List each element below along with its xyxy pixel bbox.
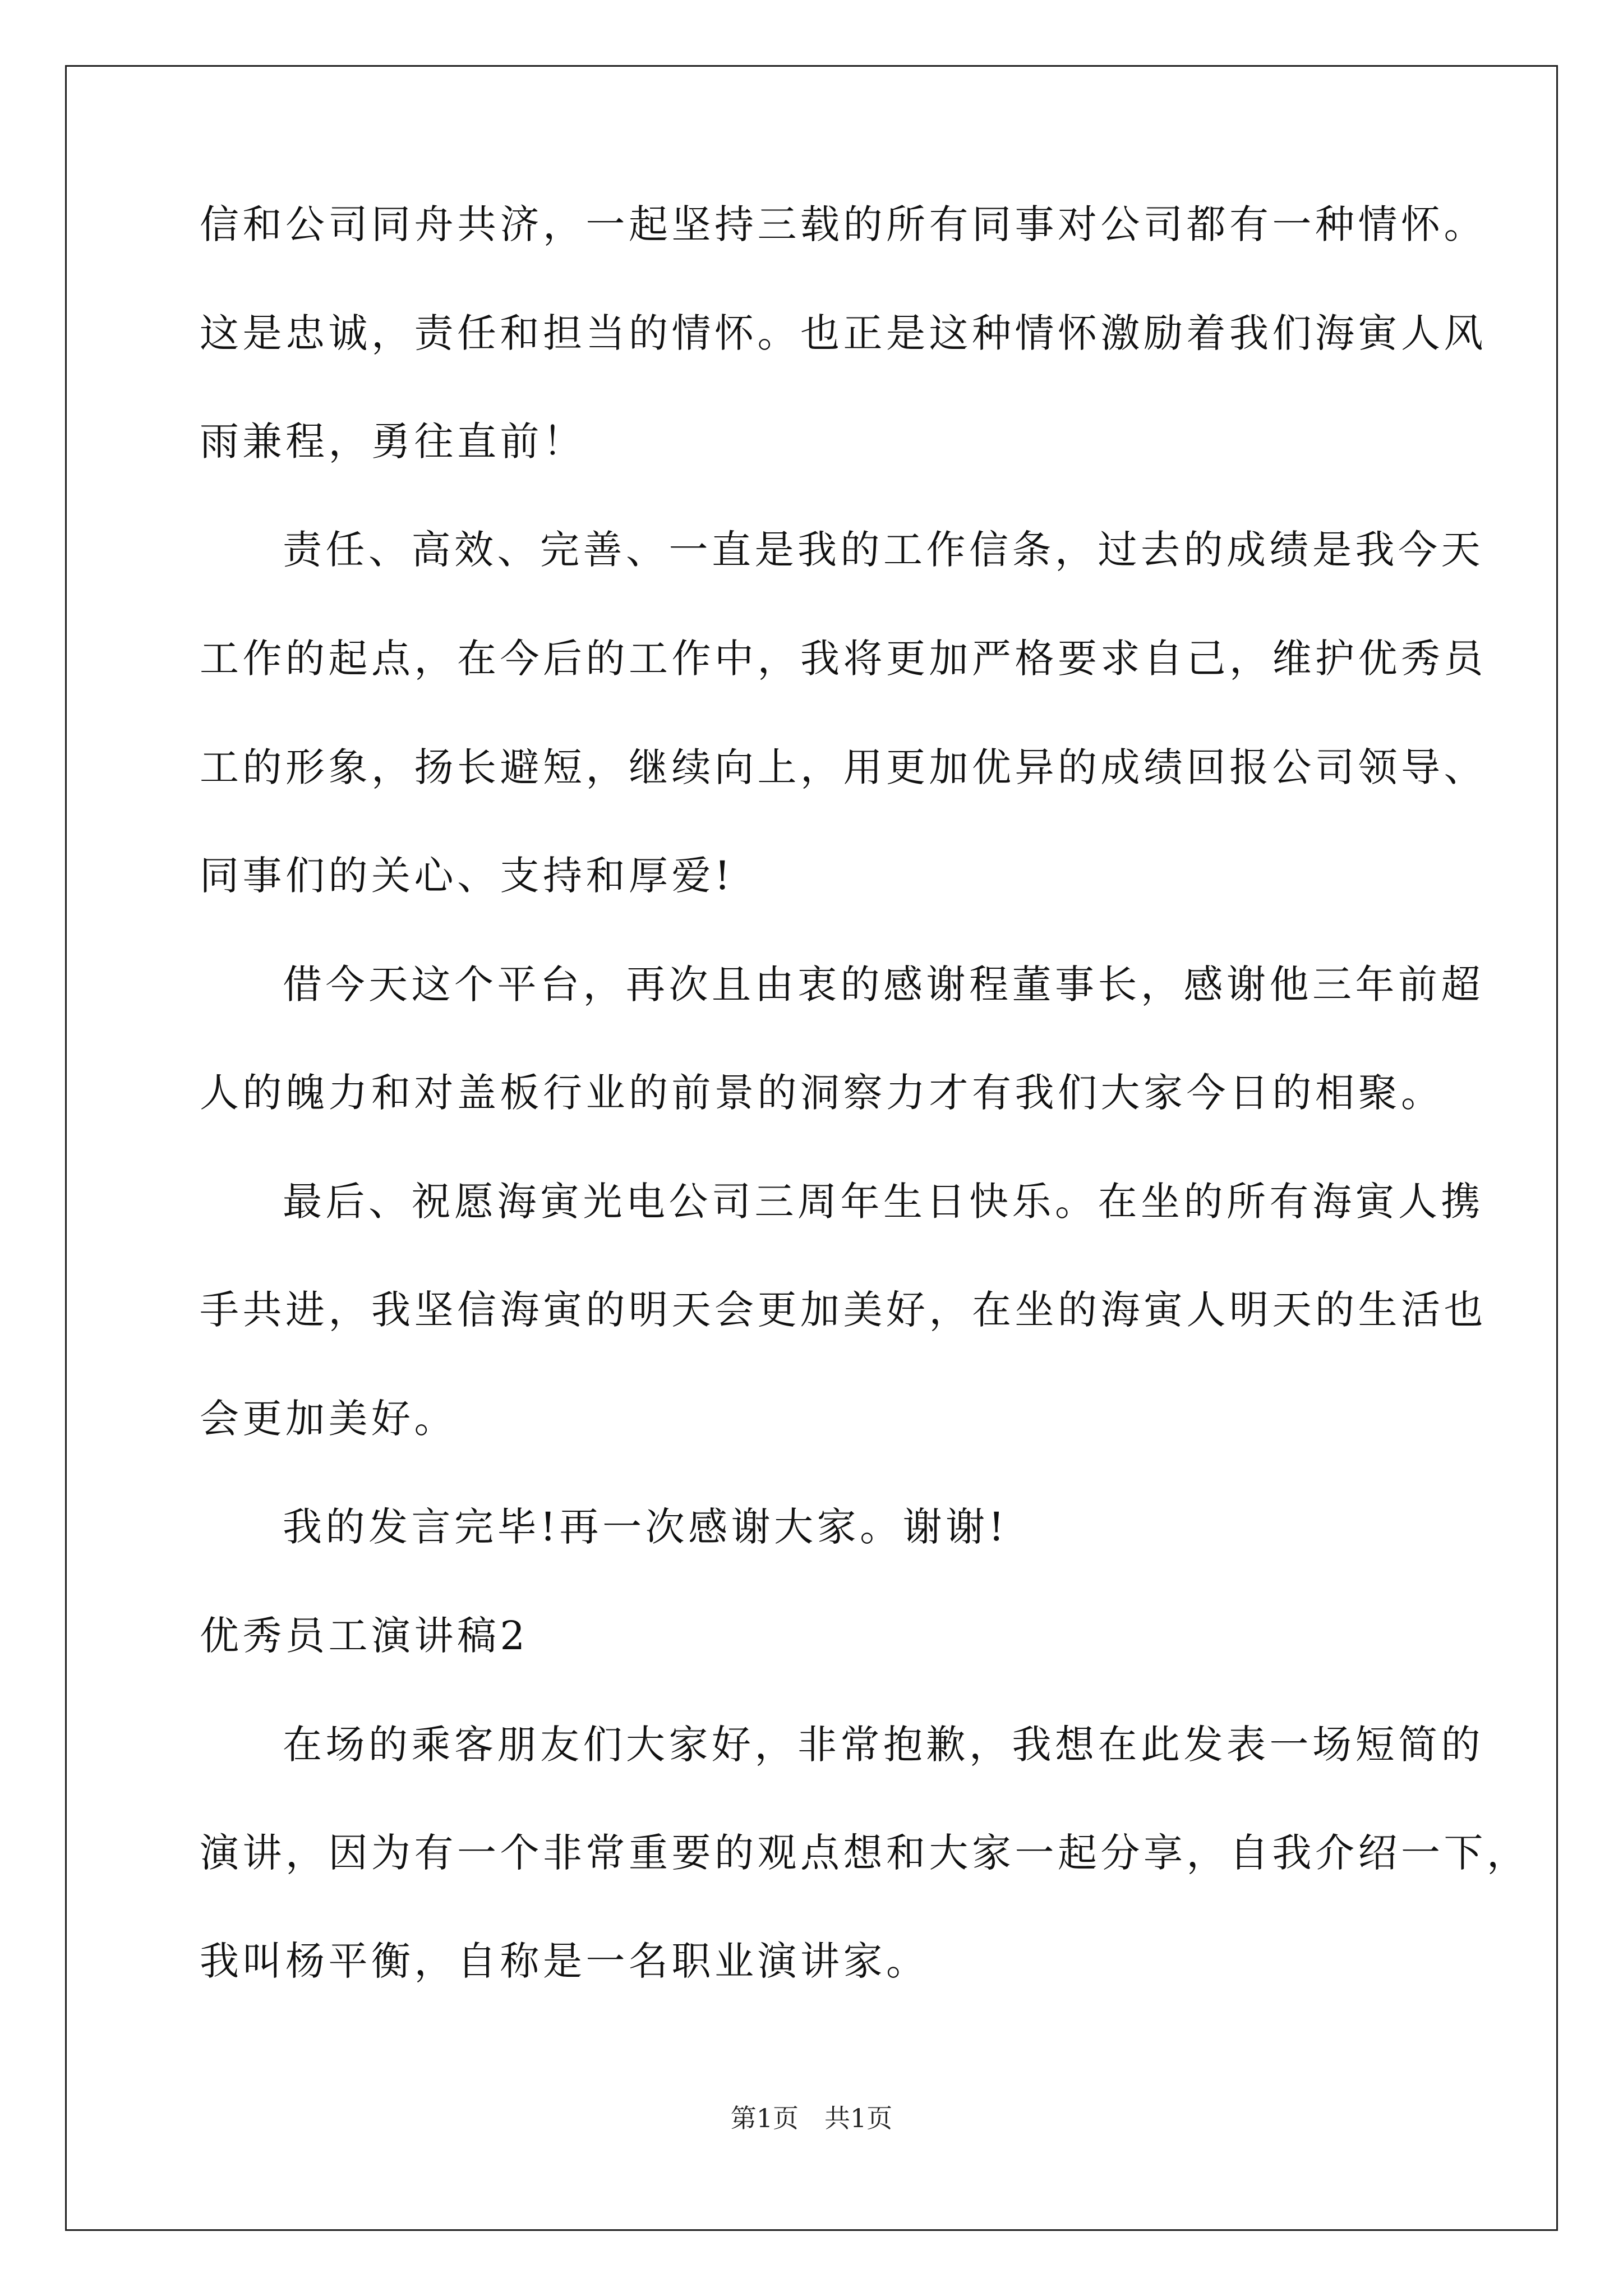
- body-text-line: 工的形象，扬长避短，继续向上，用更加优异的成绩回报公司领导、: [200, 744, 1487, 790]
- body-text-line: 同事们的关心、支持和厚爱!: [200, 853, 734, 899]
- paragraph-first-line: 责任、高效、完善、一直是我的工作信条，过去的成绩是我今天: [283, 527, 1484, 573]
- page-number: 第1页 共1页: [730, 2103, 893, 2133]
- paragraph-first-line: 在场的乘客朋友们大家好，非常抱歉，我想在此发表一场短简的: [283, 1722, 1484, 1768]
- body-text-line: 信和公司同舟共济，一起坚持三载的所有同事对公司都有一种情怀。: [200, 201, 1487, 247]
- body-text-line: 人的魄力和对盖板行业的前景的洞察力才有我们大家今日的相聚。: [200, 1070, 1444, 1116]
- page-border: [65, 65, 1558, 2231]
- body-text-line: 会更加美好。: [200, 1396, 457, 1442]
- section-heading: 优秀员工演讲稿2: [200, 1613, 529, 1659]
- body-text-line: 我叫杨平衡，自称是一名职业演讲家。: [200, 1938, 929, 1984]
- paragraph-first-line: 借今天这个平台，再次且由衷的感谢程董事长，感谢他三年前超: [283, 961, 1484, 1007]
- body-text-line: 演讲，因为有一个非常重要的观点想和大家一起分享，自我介绍一下，: [200, 1830, 1530, 1876]
- body-text-line: 工作的起点，在今后的工作中，我将更加严格要求自己，维护优秀员: [200, 636, 1487, 682]
- body-text-line: 手共进，我坚信海寅的明天会更加美好，在坐的海寅人明天的生活也: [200, 1287, 1487, 1333]
- paragraph-first-line: 最后、祝愿海寅光电公司三周年生日快乐。在坐的所有海寅人携: [283, 1179, 1484, 1225]
- body-text-line: 这是忠诚，责任和担当的情怀。也正是这种情怀激励着我们海寅人风: [200, 310, 1487, 356]
- paragraph-first-line: 我的发言完毕!再一次感谢大家。谢谢!: [283, 1504, 1008, 1550]
- body-text-line: 雨兼程，勇往直前！: [200, 418, 586, 464]
